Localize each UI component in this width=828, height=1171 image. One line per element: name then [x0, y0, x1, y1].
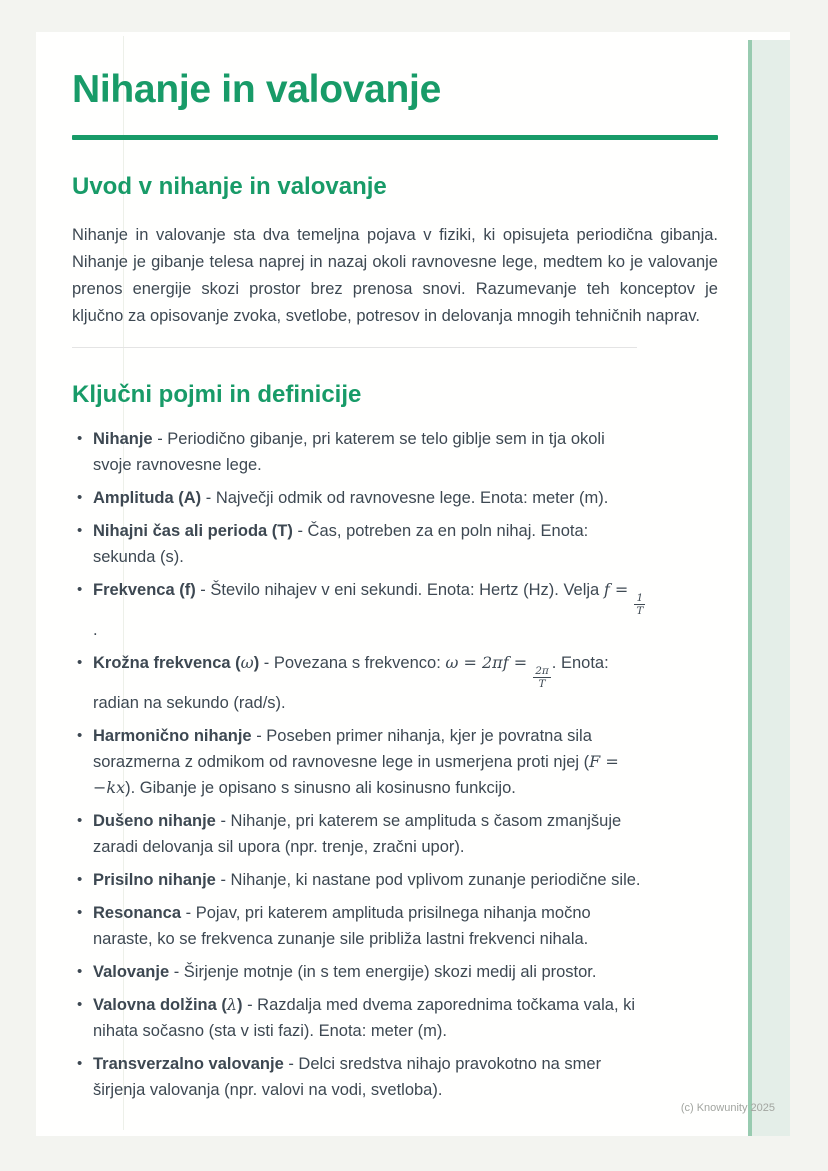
term-label: ): [253, 654, 260, 673]
section-divider: [72, 347, 637, 348]
list-item: • Nihajni čas ali perioda (T) - Čas, potreben za en poln nihaj. Enota: sekunda (s).: [72, 518, 647, 570]
bullet-icon: •: [77, 727, 83, 745]
bullet-icon: •: [77, 654, 83, 672]
document-page: [36, 32, 790, 1136]
list-item: • Nihanje - Periodično gibanje, pri katerem se telo giblje sem in tja okoli svoje ravnovesne lege.: [72, 426, 647, 478]
bullet-icon: •: [77, 1055, 83, 1073]
term-label: Nihanje: [93, 430, 153, 449]
term-label: Dušeno nihanje: [93, 812, 216, 831]
term-label: Valovna dolžina (: [93, 996, 227, 1015]
math-expression: ω = 2πf =: [445, 653, 533, 673]
bullet-icon: •: [77, 581, 83, 599]
term-label: Transverzalno valovanje: [93, 1055, 284, 1074]
page-title: Nihanje in valovanje: [72, 68, 441, 111]
section-heading-intro: Uvod v nihanje in valovanje: [72, 172, 387, 200]
page-content: [36, 68, 790, 1103]
term-label: Krožna frekvenca (: [93, 654, 241, 673]
term-label: ): [237, 996, 243, 1015]
list-item: • Krožna frekvenca (ω) - Povezana s frekvenco: ω = 2πf = $\frac{2\pi}{T}$ . Enota: radian na sekundo (rad/s).: [72, 650, 647, 716]
list-item: • Prisilno nihanje - Nihanje, ki nastane pod vplivom zunanje periodične sile.: [72, 867, 647, 893]
term-label: Prisilno nihanje: [93, 871, 216, 890]
math-fraction: $\frac{1}{T}$: [636, 592, 644, 618]
term-label: Harmonično nihanje: [93, 727, 252, 746]
bullet-icon: •: [77, 489, 83, 507]
term-label: Resonanca: [93, 904, 182, 923]
list-item: • Resonanca - Pojav, pri katerem amplituda prisilnega nihanja močno naraste, ko se frekvenca zunanje sile približa lastni frekvenci nihala.: [72, 900, 647, 952]
math-expression: ω: [240, 653, 254, 673]
list-item: • Frekvenca (f) - Število nihajev v eni sekundi. Enota: Hertz (Hz). Velja f = $\frac{1}{T}$ .: [72, 577, 647, 643]
bullet-icon: •: [77, 871, 83, 889]
term-label: Amplituda (A): [93, 489, 202, 508]
term-label: Frekvenca (f): [93, 581, 196, 600]
list-item: • Transverzalno valovanje - Delci sredstva nihajo pravokotno na smer širjenja valovanja (npr. valovi na vodi, svetloba).: [72, 1051, 647, 1103]
concepts-list: [72, 426, 652, 1103]
bullet-icon: •: [77, 996, 83, 1014]
math-expression: F = −kx: [93, 752, 619, 798]
math-expression: λ: [226, 995, 238, 1015]
bullet-icon: •: [77, 812, 83, 830]
math-expression: f =: [603, 580, 634, 600]
title-underline: [72, 135, 718, 140]
bullet-icon: •: [77, 963, 83, 981]
bullet-icon: •: [77, 430, 83, 448]
list-item: • Harmonično nihanje - Poseben primer nihanja, kjer je povratna sila sorazmerna z odmikom od ravnovesne lege in usmerjena proti njej (F = −kx). Gibanje je opisano s sinusno ali kosinusno funkcijo.: [72, 723, 647, 801]
intro-paragraph: Nihanje in valovanje sta dva temeljna pojava v fiziki, ki opisujeta periodična gibanja. Nihanje je gibanje telesa naprej in nazaj okoli ravnovesne lege, medtem ko je valovanje prenos energije skozi prostor brez prenosa snovi. Razumevanje teh konceptov je ključno za opisovanje zvoka, svetlobe, potresov in delovanja mnogih tehničnih naprav.: [72, 225, 718, 325]
section-heading-concepts: Ključni pojmi in definicije: [72, 380, 362, 408]
list-item: • Dušeno nihanje - Nihanje, pri katerem se amplituda s časom zmanjšuje zaradi delovanja sil upora (npr. trenje, zračni upor).: [72, 808, 647, 860]
term-label: Nihajni čas ali perioda (T): [93, 522, 293, 541]
term-label: Valovanje: [93, 963, 170, 982]
list-item: • Valovna dolžina (λ) - Razdalja med dvema zaporednima točkama vala, ki nihata sočasno (sta v isti fazi). Enota: meter (m).: [72, 992, 647, 1044]
bullet-icon: •: [77, 522, 83, 540]
list-item: • Valovanje - Širjenje motnje (in s tem energije) skozi medij ali prostor.: [72, 959, 647, 985]
math-fraction: $\frac{2\pi}{T}$: [535, 665, 549, 691]
footer-copyright: (c) Knowunity 2025: [680, 1102, 775, 1114]
bullet-icon: •: [77, 904, 83, 922]
list-item: • Amplituda (A) - Največji odmik od ravnovesne lege. Enota: meter (m).: [72, 485, 647, 511]
